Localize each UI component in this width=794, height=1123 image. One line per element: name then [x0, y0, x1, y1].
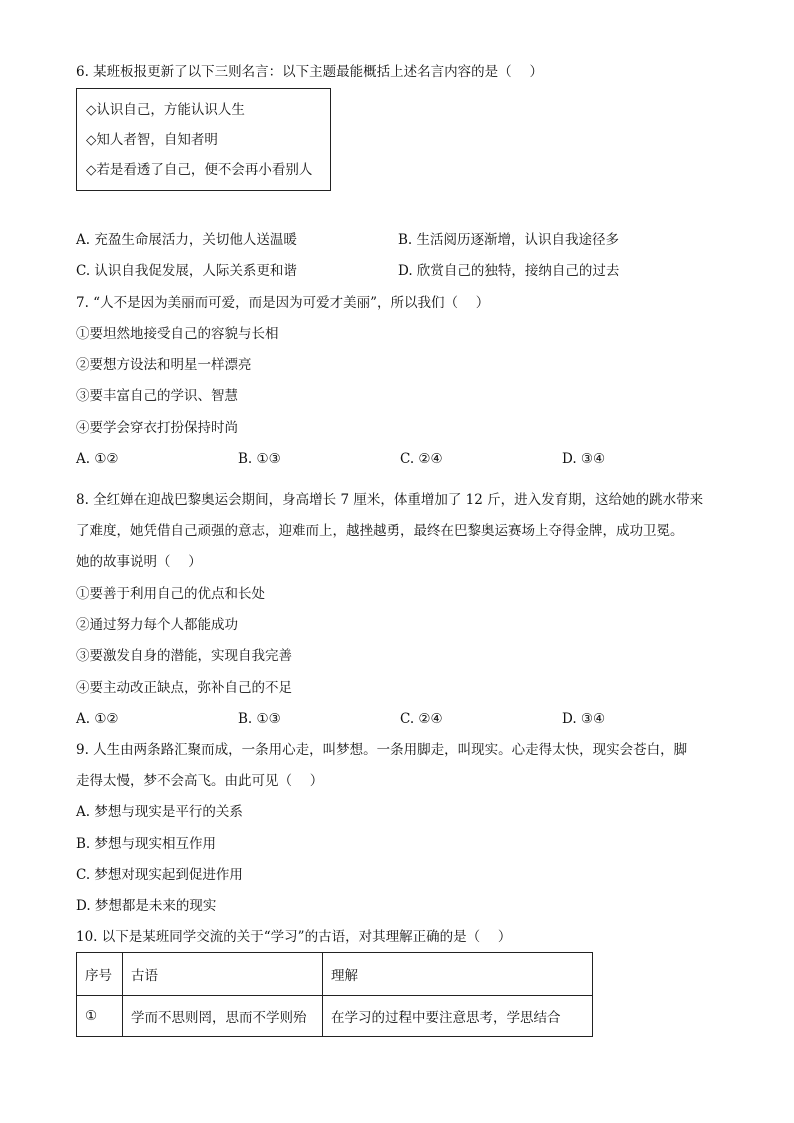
q9-stem-line: 9. 人生由两条路汇聚而成，一条用心走，叫梦想。一条用脚走，叫现实。心走得太快，现实会苍白，脚 — [76, 742, 688, 758]
q8-stem-line: 8. 全红婵在迎战巴黎奥运会期间，身高增长 7 厘米，体重增加了 12 斤，进入发育期，这给她的跳水带来 — [76, 492, 704, 508]
q6-option-a: A. 充盈生命展活力，关切他人送温暖 — [76, 232, 297, 248]
q9-option-b: B. 梦想与现实相互作用 — [76, 836, 217, 852]
q7-option-a: A. ①② — [76, 451, 119, 467]
q7-option-d: D. ③④ — [562, 451, 606, 467]
q8-option-b: B. ①③ — [238, 711, 281, 727]
q8-item: ①要善于利用自己的优点和长处 — [76, 586, 265, 602]
q8-item: ④要主动改正缺点，弥补自己的不足 — [76, 680, 292, 696]
q8-option-a: A. ①② — [76, 711, 119, 727]
q10-table — [76, 952, 593, 1037]
table-header-cell: 理解 — [323, 953, 593, 996]
q7-item: ③要丰富自己的学识、智慧 — [76, 388, 238, 404]
table-row — [77, 996, 593, 1037]
q8-stem-line: 了难度，她凭借自己顽强的意志，迎难而上，越挫越勇，最终在巴黎奥运赛场上夺得金牌，成功卫冕。 — [76, 523, 684, 539]
q6-quote: ◇若是看透了自己，便不会再小看别人 — [86, 162, 313, 178]
table-cell: 学而不思则罔，思而不学则殆 — [123, 996, 323, 1037]
q8-item: ②通过努力每个人都能成功 — [76, 617, 238, 633]
q9-stem-line: 走得太慢，梦不会高飞。由此可见（ ） — [76, 773, 324, 789]
q7-item: ②要想方设法和明星一样漂亮 — [76, 357, 252, 373]
q6-option-d: D. 欣赏自己的独特，接纳自己的过去 — [398, 263, 620, 279]
table-header-row — [77, 953, 593, 996]
table-cell: ① — [77, 996, 123, 1037]
table-cell: 在学习的过程中要注意思考，学思结合 — [323, 996, 593, 1037]
q10-stem: 10. 以下是某班同学交流的关于“学习”的古语，对其理解正确的是（ ） — [76, 929, 512, 945]
q9-option-d: D. 梦想都是未来的现实 — [76, 898, 217, 914]
q8-option-d: D. ③④ — [562, 711, 606, 727]
table-header-cell: 古语 — [123, 953, 323, 996]
q6-option-c: C. 认识自我促发展，人际关系更和谐 — [76, 263, 297, 279]
q9-option-a: A. 梦想与现实是平行的关系 — [76, 804, 243, 820]
q6-stem: 6. 某班板报更新了以下三则名言：以下主题最能概括上述名言内容的是（ ） — [76, 64, 543, 80]
q6-quote: ◇认识自己，方能认识人生 — [86, 102, 245, 118]
q8-option-c: C. ②④ — [400, 711, 443, 727]
q8-item: ③要激发自身的潜能，实现自我完善 — [76, 648, 292, 664]
q7-stem: 7. “人不是因为美丽而可爱，而是因为可爱才美丽”，所以我们（ ） — [76, 295, 490, 311]
table-header-cell: 序号 — [77, 953, 123, 996]
q6-quote-box — [76, 88, 331, 191]
q6-option-b: B. 生活阅历逐渐增，认识自我途径多 — [398, 232, 620, 248]
q7-item: ④要学会穿衣打扮保持时尚 — [76, 420, 238, 436]
q8-stem-line: 她的故事说明（ ） — [76, 554, 202, 570]
q7-option-c: C. ②④ — [400, 451, 443, 467]
q7-option-b: B. ①③ — [238, 451, 281, 467]
q6-quote: ◇知人者智，自知者明 — [86, 132, 218, 148]
q7-item: ①要坦然地接受自己的容貌与长相 — [76, 326, 279, 342]
q9-option-c: C. 梦想对现实起到促进作用 — [76, 867, 243, 883]
